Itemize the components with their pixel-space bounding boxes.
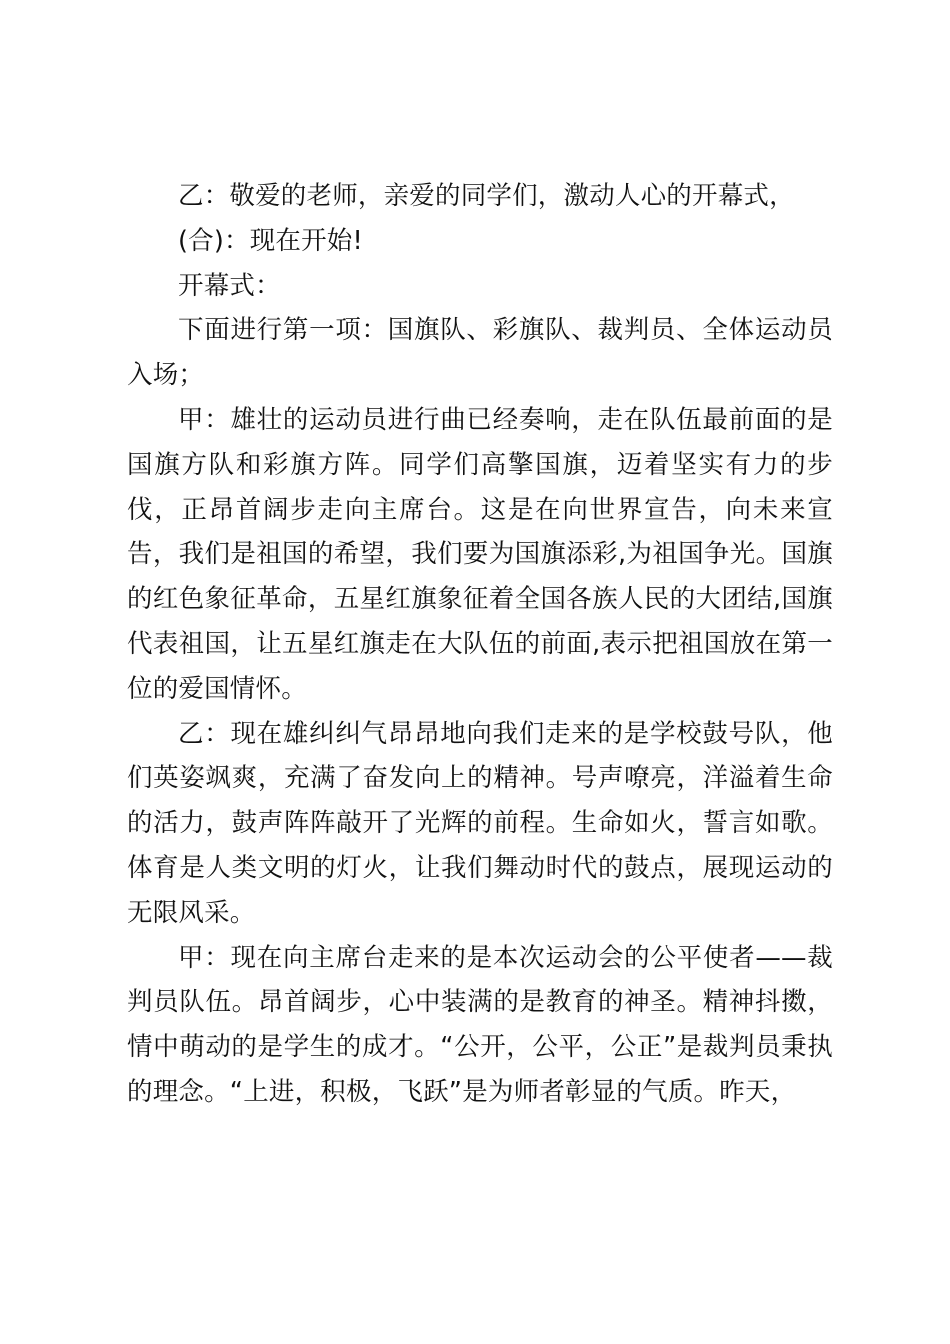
paragraph-first-item: 下面进行第一项：国旗队、彩旗队、裁判员、全体运动员入场； — [127, 315, 833, 391]
paragraph-flag-team: 甲：雄壮的运动员进行曲已经奏响，走在队伍最前面的是国旗方队和彩旗方阵。同学们高擎国旗，迈着坚实有力的步伐，正昂首阔步走向主席台。这是在向世界宣告，向未来宣告，我们是祖国的希望，我们要为国旗添彩,为祖国争光。国旗的红色象征革命，五星红旗象征着全国各族人民的大团结,国旗代表祖国，让五星红旗走在大队伍的前面,表示把祖国放在第一位的爱国情怀。 — [127, 404, 833, 704]
paragraph-drum-team: 乙：现在雄纠纠气昂昂地向我们走来的是学校鼓号队，他们英姿飒爽，充满了奋发向上的精神。号声嘹亮，洋溢着生命的活力，鼓声阵阵敲开了光辉的前程。生命如火，誓言如歌。体育是人类文明的灯火，让我们舞动时代的鼓点，展现运动的无限风采。 — [127, 718, 833, 928]
paragraph-together-start: (合)：现在开始! — [178, 225, 363, 256]
paragraph-referee-team: 甲：现在向主席台走来的是本次运动会的公平使者——裁判员队伍。昂首阔步，心中装满的是教育的神圣。精神抖擞，情中萌动的是学生的成才。“公开，公平，公正”是裁判员秉执的理念。“上进，积极，飞跃”是为师者彰显的气质。昨天， — [127, 942, 833, 1107]
paragraph-ceremony-heading: 开幕式： — [178, 270, 281, 301]
paragraph-opening-line: 乙：敬爱的老师，亲爱的同学们，激动人心的开幕式， — [178, 181, 795, 211]
document-body — [127, 174, 833, 1115]
